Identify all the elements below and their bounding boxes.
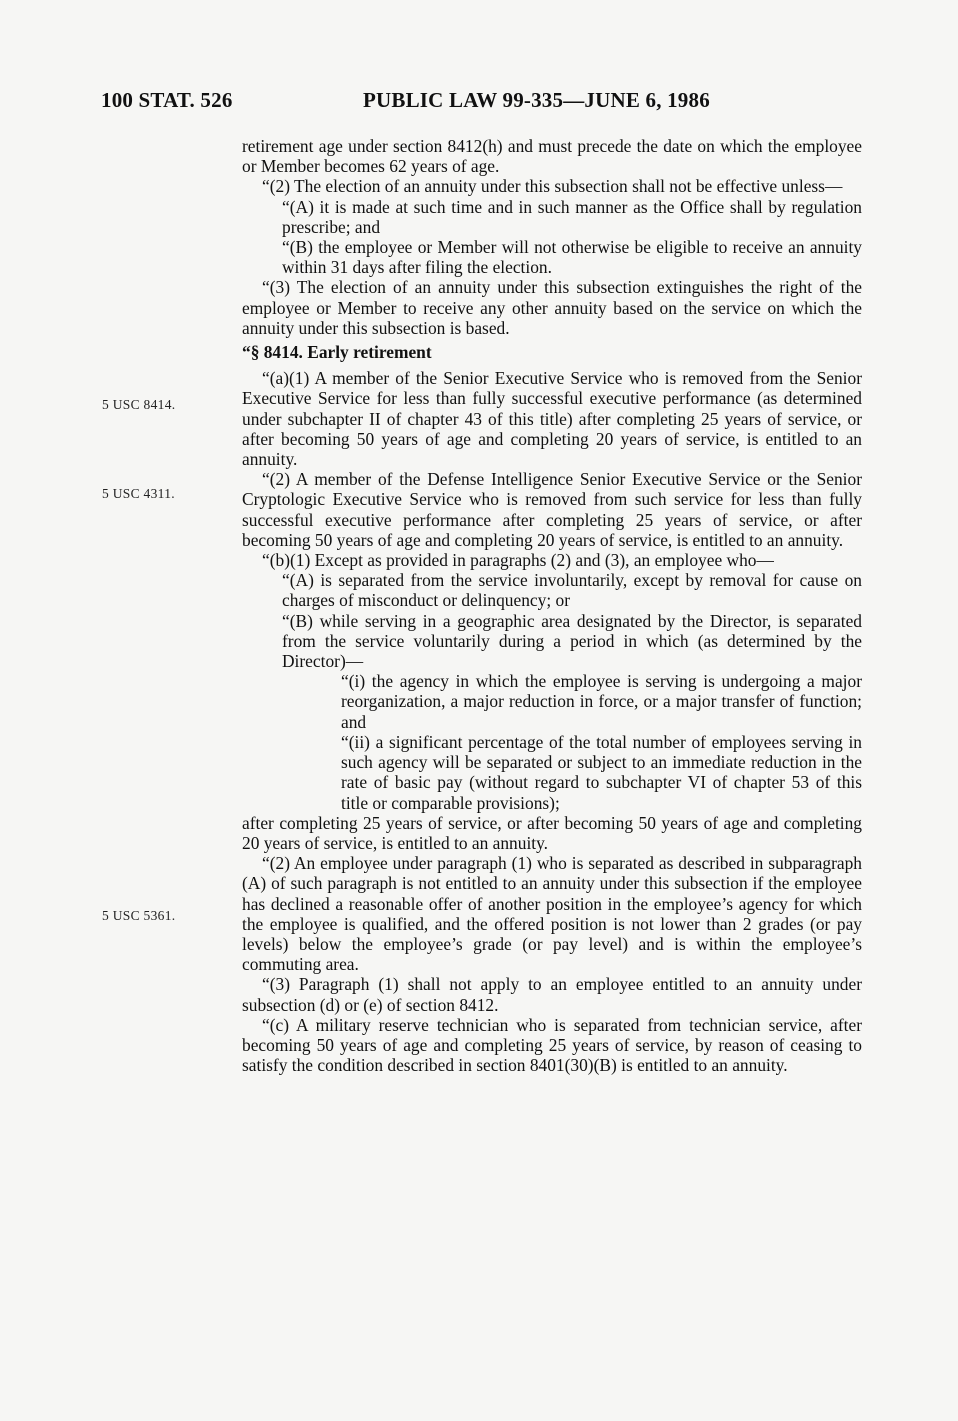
clause-b-1-B-ii: “(ii) a significant percentage of the total number of employees serving in such agency will be separated or subject to an immediate reduction in the rate of basic pay (without regard to subchapter VI of chapter 53 of this title or comparable provisions); (341, 731, 862, 813)
section-heading-8414: “§ 8414. Early retirement (242, 342, 432, 363)
subsection-b-2: “(2) An employee under paragraph (1) who is separated as described in subparagraph (A) of such paragraph is not entitled to an annuity under this subsection if the employee has declined a reasonable offer of another position in the employee’s agency for which the employee is qualified, and the offered position is not lower than 2 grades (or pay levels) below the employee’s grade (or pay level) and is within the employee’s commuting area. (242, 853, 862, 975)
statute-page-citation: 100 STAT. 526 (101, 88, 233, 112)
running-header-title: PUBLIC LAW 99-335—JUNE 6, 1986 (363, 88, 710, 112)
subsection-b-1: “(b)(1) Except as provided in paragraphs (2) and (3), an employee who— (262, 550, 774, 571)
subsection-a-2: “(2) A member of the Defense Intelligence Senior Executive Service or the Senior Cryptologic Executive Service who is removed from such service for less than fully successful executive performance after completing 25 years of service, or after becoming 50 years of age and completing 20 years of service, is entitled to an annuity. (242, 469, 862, 550)
subsection-c: “(c) A military reserve technician who is separated from technician service, after becoming 50 years of age and completing 25 years of service, by reason of ceasing to satisfy the condition described in section 8401(30)(B) is entitled to an annuity. (242, 1014, 862, 1076)
clause-b-1-B: “(B) while serving in a geographic area designated by the Director, is separated from the service voluntarily during a period in which (as determined by the Director)— (282, 610, 862, 672)
paragraph-2: “(2) The election of an annuity under this subsection shall not be effective unless— (262, 176, 843, 197)
clause-b-1-A: “(A) is separated from the service involuntarily, except by removal for cause on charges of misconduct or delinquency; or (282, 570, 862, 611)
margin-note-usc-5361: 5 USC 5361. (102, 908, 176, 923)
paragraph-continuation: retirement age under section 8412(h) and must precede the date on which the employee or Member becomes 62 years of age. (242, 136, 862, 177)
margin-note-usc-8414: 5 USC 8414. (102, 397, 176, 412)
statute-body (242, 136, 862, 1075)
subparagraph-A: “(A) it is made at such time and in such manner as the Office shall by regulation prescribe; and (282, 196, 862, 237)
subsection-b-3: “(3) Paragraph (1) shall not apply to an employee entitled to an annuity under subsection (d) or (e) of section 8412. (242, 974, 862, 1015)
subsection-a-1: “(a)(1) A member of the Senior Executive Service who is removed from the Senior Executive Service for less than fully successful executive performance (as determined under subchapter II of chapter 43 of this title) after completing 25 years of service, or after becoming 50 years of age and completing 20 years of service, is entitled to an annuity. (242, 368, 862, 470)
subsection-b-1-conclusion: after completing 25 years of service, or after becoming 50 years of age and completing 20 years of service, is entitled to an annuity. (242, 812, 862, 853)
subparagraph-B: “(B) the employee or Member will not otherwise be eligible to receive an annuity within 31 days after filing the election. (282, 237, 862, 278)
paragraph-3: “(3) The election of an annuity under this subsection extinguishes the right of the employee or Member to receive any other annuity based on the service on which the annuity under this subsection is based. (242, 277, 862, 338)
margin-note-usc-4311: 5 USC 4311. (102, 486, 175, 501)
clause-b-1-B-i: “(i) the agency in which the employee is serving is undergoing a major reorganization, a major reduction in force, or a major transfer of function; and (341, 671, 862, 732)
